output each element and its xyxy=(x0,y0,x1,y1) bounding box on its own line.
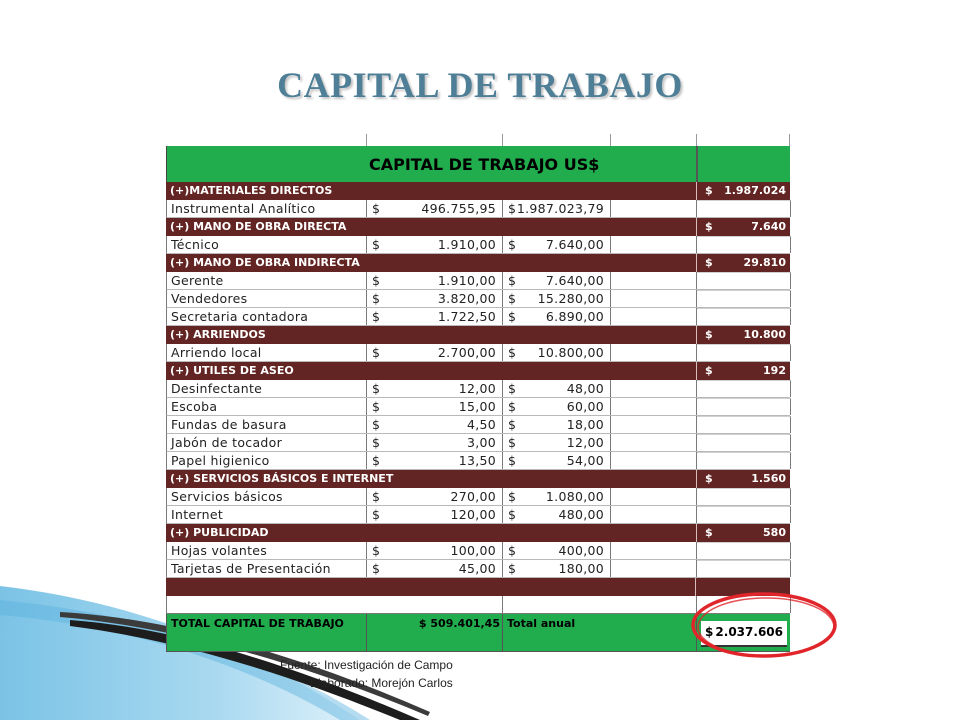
item-annual-value: 1.080,00 xyxy=(545,489,604,504)
item-unit-cell xyxy=(367,344,503,361)
item-annual-currency: $ xyxy=(508,345,517,360)
blank-maroon-row xyxy=(166,578,790,596)
item-annual-cell xyxy=(503,308,611,325)
category-label: (+)MATERIALES DIRECTOS xyxy=(170,184,333,197)
item-annual-value: 6.890,00 xyxy=(545,309,604,324)
item-unit-value: 3.820,00 xyxy=(437,291,496,306)
item-unit-value: 496.755,95 xyxy=(421,201,496,216)
blank-cell xyxy=(167,596,503,613)
item-row xyxy=(166,398,790,416)
item-blank-cell xyxy=(697,272,791,289)
item-unit-cell xyxy=(367,434,503,451)
item-annual-value: 54,00 xyxy=(566,453,604,468)
category-label-cell xyxy=(166,326,696,344)
table-header-cell xyxy=(167,146,697,182)
item-blank-cell xyxy=(611,290,697,307)
category-row xyxy=(166,182,790,200)
table-header-title: CAPITAL DE TRABAJO US$ xyxy=(369,155,600,174)
item-unit-value: 13,50 xyxy=(458,453,496,468)
item-annual-currency: $ xyxy=(508,417,517,432)
item-unit-cell xyxy=(367,380,503,397)
item-annual-cell xyxy=(503,272,611,289)
item-unit-cell xyxy=(367,236,503,253)
item-unit-currency: $ xyxy=(372,561,381,576)
item-name-cell xyxy=(167,416,367,433)
item-row xyxy=(166,290,790,308)
category-row xyxy=(166,254,790,272)
item-annual-value: 10.800,00 xyxy=(537,345,604,360)
item-name: Internet xyxy=(171,507,224,522)
item-unit-cell xyxy=(367,542,503,559)
author-line: Elaborado: Morejón Carlos xyxy=(310,676,453,690)
category-total-value: 7.640 xyxy=(751,220,786,233)
item-name: Servicios básicos xyxy=(171,489,283,504)
item-annual-currency: $ xyxy=(508,561,517,576)
item-name: Fundas de basura xyxy=(171,417,287,432)
table-header-blank xyxy=(697,146,791,182)
item-blank-cell xyxy=(611,308,697,325)
item-name: Desinfectante xyxy=(171,381,263,396)
category-total-cell xyxy=(696,362,790,380)
category-total-cell xyxy=(696,254,790,272)
item-blank-cell xyxy=(611,506,697,523)
item-unit-value: 1.910,00 xyxy=(437,273,496,288)
item-annual-cell xyxy=(503,380,611,397)
category-total-value: 29.810 xyxy=(743,256,786,269)
item-unit-currency: $ xyxy=(372,543,381,558)
source-line: Fuente: Investigación de Campo xyxy=(280,658,453,672)
item-unit-currency: $ xyxy=(372,345,381,360)
category-total-cell xyxy=(696,182,790,200)
category-total-cell xyxy=(696,218,790,236)
item-name-cell xyxy=(167,434,367,451)
item-unit-currency: $ xyxy=(372,435,381,450)
total-annual-box xyxy=(701,621,787,647)
item-unit-value: 120,00 xyxy=(450,507,496,522)
item-annual-cell xyxy=(503,434,611,451)
item-blank-cell xyxy=(697,506,791,523)
item-name-cell xyxy=(167,542,367,559)
item-unit-cell xyxy=(367,200,503,217)
item-name: Escoba xyxy=(171,399,218,414)
item-unit-currency: $ xyxy=(372,417,381,432)
item-unit-value: 1.910,00 xyxy=(437,237,496,252)
item-blank-cell xyxy=(611,272,697,289)
page-title: CAPITAL DE TRABAJO xyxy=(277,65,683,105)
item-annual-currency: $ xyxy=(508,453,517,468)
total-row xyxy=(166,614,790,652)
category-total-currency: $ xyxy=(705,184,713,197)
item-unit-cell xyxy=(367,452,503,469)
item-annual-currency: $ xyxy=(508,543,517,558)
item-row xyxy=(166,434,790,452)
item-blank-cell xyxy=(611,452,697,469)
item-row xyxy=(166,200,790,218)
item-name: Tarjetas de Presentación xyxy=(171,561,331,576)
grid-line xyxy=(366,134,367,146)
item-name: Secretaria contadora xyxy=(171,309,309,324)
total-annual-cell xyxy=(697,614,791,651)
category-label-cell xyxy=(166,470,696,488)
item-row xyxy=(166,506,790,524)
item-annual-currency: $ xyxy=(508,291,517,306)
item-unit-value: 4,50 xyxy=(466,417,496,432)
item-blank-cell xyxy=(611,488,697,505)
source-note xyxy=(280,656,453,692)
item-blank-cell xyxy=(697,560,791,577)
item-annual-currency: $ xyxy=(508,399,517,414)
item-annual-cell xyxy=(503,290,611,307)
item-annual-value: 12,00 xyxy=(566,435,604,450)
item-name-cell xyxy=(167,272,367,289)
item-unit-currency: $ xyxy=(372,489,381,504)
item-unit-cell xyxy=(367,506,503,523)
grid-line xyxy=(696,134,697,146)
category-total-value: 580 xyxy=(763,526,786,539)
item-annual-cell xyxy=(503,416,611,433)
category-label-cell xyxy=(166,254,696,272)
item-blank-cell xyxy=(697,434,791,451)
item-name-cell xyxy=(167,200,367,217)
item-name-cell xyxy=(167,308,367,325)
item-annual-value: 18,00 xyxy=(566,417,604,432)
item-blank-cell xyxy=(611,560,697,577)
category-total-cell xyxy=(696,524,790,542)
item-name-cell xyxy=(167,560,367,577)
item-row xyxy=(166,272,790,290)
item-blank-cell xyxy=(697,236,791,253)
item-blank-cell xyxy=(611,236,697,253)
item-row xyxy=(166,344,790,362)
item-unit-currency: $ xyxy=(372,453,381,468)
item-row xyxy=(166,236,790,254)
item-unit-value: 100,00 xyxy=(450,543,496,558)
item-name: Jabón de tocador xyxy=(171,435,283,450)
item-unit-cell xyxy=(367,272,503,289)
category-total-currency: $ xyxy=(705,526,713,539)
category-row xyxy=(166,470,790,488)
item-row xyxy=(166,560,790,578)
item-name-cell xyxy=(167,488,367,505)
item-name: Técnico xyxy=(171,237,220,252)
category-label: (+) ARRIENDOS xyxy=(170,328,266,341)
item-blank-cell xyxy=(697,398,791,415)
item-row xyxy=(166,452,790,470)
item-unit-value: 2.700,00 xyxy=(437,345,496,360)
item-annual-currency: $ xyxy=(508,201,517,216)
item-blank-cell xyxy=(611,380,697,397)
total-annual-label: Total anual xyxy=(507,617,576,630)
item-row xyxy=(166,308,790,326)
item-blank-cell xyxy=(611,434,697,451)
item-annual-value: 1.987.023,79 xyxy=(516,201,604,216)
category-row xyxy=(166,524,790,542)
item-unit-value: 1.722,50 xyxy=(437,309,496,324)
item-annual-currency: $ xyxy=(508,507,517,522)
item-unit-cell xyxy=(367,290,503,307)
item-unit-currency: $ xyxy=(372,237,381,252)
category-label: (+) MANO DE OBRA DIRECTA xyxy=(170,220,347,233)
category-row xyxy=(166,362,790,380)
item-name-cell xyxy=(167,452,367,469)
category-total-value: 192 xyxy=(763,364,786,377)
category-total-cell xyxy=(696,470,790,488)
category-label-cell xyxy=(166,182,696,200)
item-annual-currency: $ xyxy=(508,435,517,450)
item-unit-value: 270,00 xyxy=(450,489,496,504)
total-monthly-cell xyxy=(367,614,503,651)
item-row xyxy=(166,416,790,434)
item-blank-cell xyxy=(611,542,697,559)
item-annual-value: 400,00 xyxy=(558,543,604,558)
item-annual-cell xyxy=(503,200,611,217)
item-name-cell xyxy=(167,344,367,361)
category-label-cell xyxy=(166,524,696,542)
total-annual-label-cell xyxy=(503,614,697,651)
blank-cell xyxy=(697,596,791,613)
blank-cell xyxy=(503,596,697,613)
item-annual-cell xyxy=(503,344,611,361)
category-label: (+) UTILES DE ASEO xyxy=(170,364,294,377)
item-blank-cell xyxy=(611,200,697,217)
item-blank-cell xyxy=(697,380,791,397)
item-annual-value: 7.640,00 xyxy=(545,237,604,252)
item-name-cell xyxy=(167,380,367,397)
item-blank-cell xyxy=(697,308,791,325)
item-name: Arriendo local xyxy=(171,345,262,360)
item-name: Gerente xyxy=(171,273,224,288)
item-annual-cell xyxy=(503,398,611,415)
item-unit-value: 12,00 xyxy=(458,381,496,396)
category-total-value: 10.800 xyxy=(743,328,786,341)
item-annual-cell xyxy=(503,236,611,253)
blank-row xyxy=(166,596,790,614)
item-unit-cell xyxy=(367,398,503,415)
item-annual-cell xyxy=(503,542,611,559)
item-blank-cell xyxy=(697,542,791,559)
category-label: (+) MANO DE OBRA INDIRECTA xyxy=(170,256,360,269)
item-blank-cell xyxy=(697,416,791,433)
total-annual-value: 2.037.606 xyxy=(715,625,783,639)
category-total-cell xyxy=(696,326,790,344)
item-unit-currency: $ xyxy=(372,273,381,288)
item-annual-currency: $ xyxy=(508,309,517,324)
category-total-currency: $ xyxy=(705,328,713,341)
item-annual-currency: $ xyxy=(508,489,517,504)
item-row xyxy=(166,488,790,506)
item-name: Hojas volantes xyxy=(171,543,268,558)
item-unit-currency: $ xyxy=(372,201,381,216)
item-blank-cell xyxy=(611,344,697,361)
category-total-currency: $ xyxy=(705,256,713,269)
item-annual-currency: $ xyxy=(508,381,517,396)
total-label: TOTAL CAPITAL DE TRABAJO xyxy=(171,617,344,630)
category-total-currency: $ xyxy=(705,220,713,233)
item-unit-currency: $ xyxy=(372,507,381,522)
category-label: (+) SERVICIOS BÁSICOS E INTERNET xyxy=(170,472,394,485)
blank-maroon-cell xyxy=(166,578,696,596)
item-name: Vendedores xyxy=(171,291,248,306)
total-monthly-value: $ 509.401,45 xyxy=(418,617,500,630)
item-unit-value: 45,00 xyxy=(458,561,496,576)
item-row xyxy=(166,542,790,560)
grid-line xyxy=(610,134,611,146)
category-total-value: 1.987.024 xyxy=(724,184,786,197)
item-unit-currency: $ xyxy=(372,309,381,324)
grid-line xyxy=(502,134,503,146)
item-blank-cell xyxy=(611,398,697,415)
item-row xyxy=(166,380,790,398)
item-name-cell xyxy=(167,290,367,307)
category-total-currency: $ xyxy=(705,364,713,377)
category-row xyxy=(166,218,790,236)
item-name-cell xyxy=(167,398,367,415)
grid-line xyxy=(789,134,790,146)
item-annual-value: 480,00 xyxy=(558,507,604,522)
item-annual-cell xyxy=(503,488,611,505)
total-label-cell xyxy=(167,614,367,651)
total-annual-currency: $ xyxy=(705,625,714,639)
item-annual-cell xyxy=(503,452,611,469)
item-annual-value: 60,00 xyxy=(566,399,604,414)
item-unit-currency: $ xyxy=(372,291,381,306)
item-unit-cell xyxy=(367,416,503,433)
item-annual-currency: $ xyxy=(508,273,517,288)
item-annual-value: 48,00 xyxy=(566,381,604,396)
item-annual-value: 180,00 xyxy=(558,561,604,576)
table-header-row xyxy=(166,146,790,182)
category-label-cell xyxy=(166,362,696,380)
item-blank-cell xyxy=(697,344,791,361)
item-name-cell xyxy=(167,506,367,523)
item-unit-cell xyxy=(367,488,503,505)
item-blank-cell xyxy=(697,290,791,307)
category-label: (+) PUBLICIDAD xyxy=(170,526,269,539)
item-unit-cell xyxy=(367,560,503,577)
item-annual-cell xyxy=(503,506,611,523)
item-blank-cell xyxy=(697,488,791,505)
item-name-cell xyxy=(167,236,367,253)
item-annual-cell xyxy=(503,560,611,577)
item-annual-currency: $ xyxy=(508,237,517,252)
item-unit-cell xyxy=(367,308,503,325)
item-unit-currency: $ xyxy=(372,381,381,396)
item-blank-cell xyxy=(697,200,791,217)
item-blank-cell xyxy=(611,416,697,433)
category-total-currency: $ xyxy=(705,472,713,485)
item-unit-value: 15,00 xyxy=(458,399,496,414)
item-annual-value: 7.640,00 xyxy=(545,273,604,288)
item-name: Instrumental Analítico xyxy=(171,201,316,216)
category-total-value: 1.560 xyxy=(751,472,786,485)
item-blank-cell xyxy=(697,452,791,469)
category-row xyxy=(166,326,790,344)
item-unit-currency: $ xyxy=(372,399,381,414)
item-name: Papel higienico xyxy=(171,453,270,468)
item-unit-value: 3,00 xyxy=(466,435,496,450)
item-annual-value: 15.280,00 xyxy=(537,291,604,306)
category-label-cell xyxy=(166,218,696,236)
